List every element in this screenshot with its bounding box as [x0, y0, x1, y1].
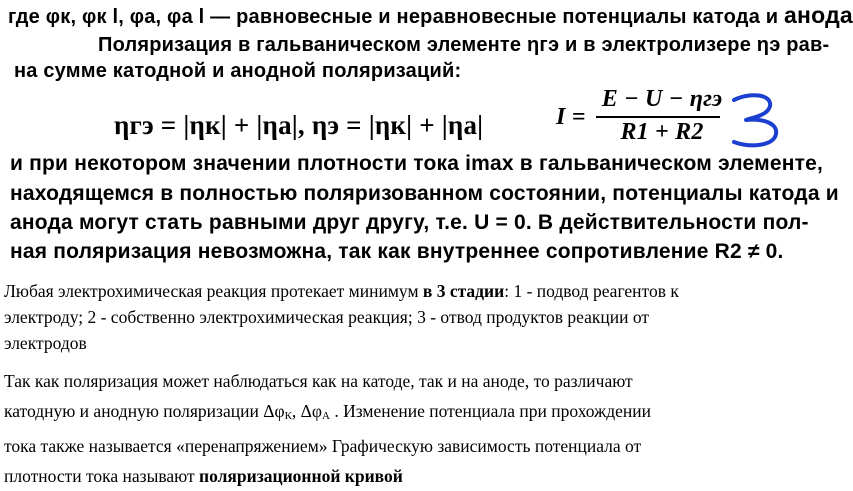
scan-body-line-2: находящемся в полностью поляризованном состоянии, потенциалы катода и [10, 182, 839, 205]
subscript-a: А [322, 410, 330, 422]
bold-stages: в 3 стадии [422, 281, 505, 301]
paragraph-reaction-stages [4, 278, 820, 356]
fraction-bar [596, 116, 720, 118]
polarization-formula: ηгэ = |ηк| + |ηа|, ηэ = |ηк| + |ηа| [114, 110, 484, 140]
paragraph-1-line-2: электроду; 2 - собственно электрохимическая реакция; 3 - отвод продуктов реакции от [4, 307, 649, 327]
scan-body-line-3: анода могут стать равными друг другу, т.е. U = 0. В действительности пол- [10, 211, 809, 234]
subscript-k: К [284, 410, 292, 422]
scan-line-1 [8, 2, 853, 30]
paragraph-2-line-4: плотности тока называют поляризационной кривой [4, 466, 403, 486]
bold-polarization-curve: поляризационной кривой [199, 466, 403, 486]
paragraph-1-line-1: Любая электрохимическая реакция протекает минимум в 3 стадии: 1 - подвод реагентов к [4, 281, 679, 301]
paragraph-2-line-3: тока также называется «перенапряжением» Графическую зависимость потенциала от [4, 436, 642, 456]
current-formula-numerator: E − U − ηгэ [601, 86, 723, 112]
handwritten-three-scribble [728, 90, 788, 150]
current-formula [556, 86, 736, 150]
scan-body-line-1: и при некотором значении плотности тока imax в гальваническом элементе, [10, 152, 823, 175]
paragraph-2-line-1: Так как поляризация может наблюдаться как на катоде, так и на аноде, то различают [4, 371, 633, 391]
scan-line-3: на сумме катодной и анодной поляризаций: [14, 60, 462, 82]
paragraph-2-line-2: катодную и анодную поляризации ΔφК, ΔφА . Изменение потенциала при прохождении [4, 401, 651, 422]
scan-line-2: Поляризация в гальваническом элементе ηгэ и в электролизере ηэ рав- [98, 34, 830, 56]
paragraph-polarization [4, 366, 820, 491]
scan-line-1-text: где φк, φк l, φа, φа l — равновесные и неравновесные потенциалы катода и [8, 6, 779, 28]
paragraph-1-line-3: электродов [4, 333, 87, 353]
current-formula-denominator: R1 + R2 [620, 119, 704, 145]
scan-line-1-end: анода [784, 2, 853, 28]
current-formula-lhs: I = [556, 104, 586, 130]
scan-body-line-4: ная поляризация невозможна, так как внутреннее сопротивление R2 ≠ 0. [10, 240, 784, 263]
